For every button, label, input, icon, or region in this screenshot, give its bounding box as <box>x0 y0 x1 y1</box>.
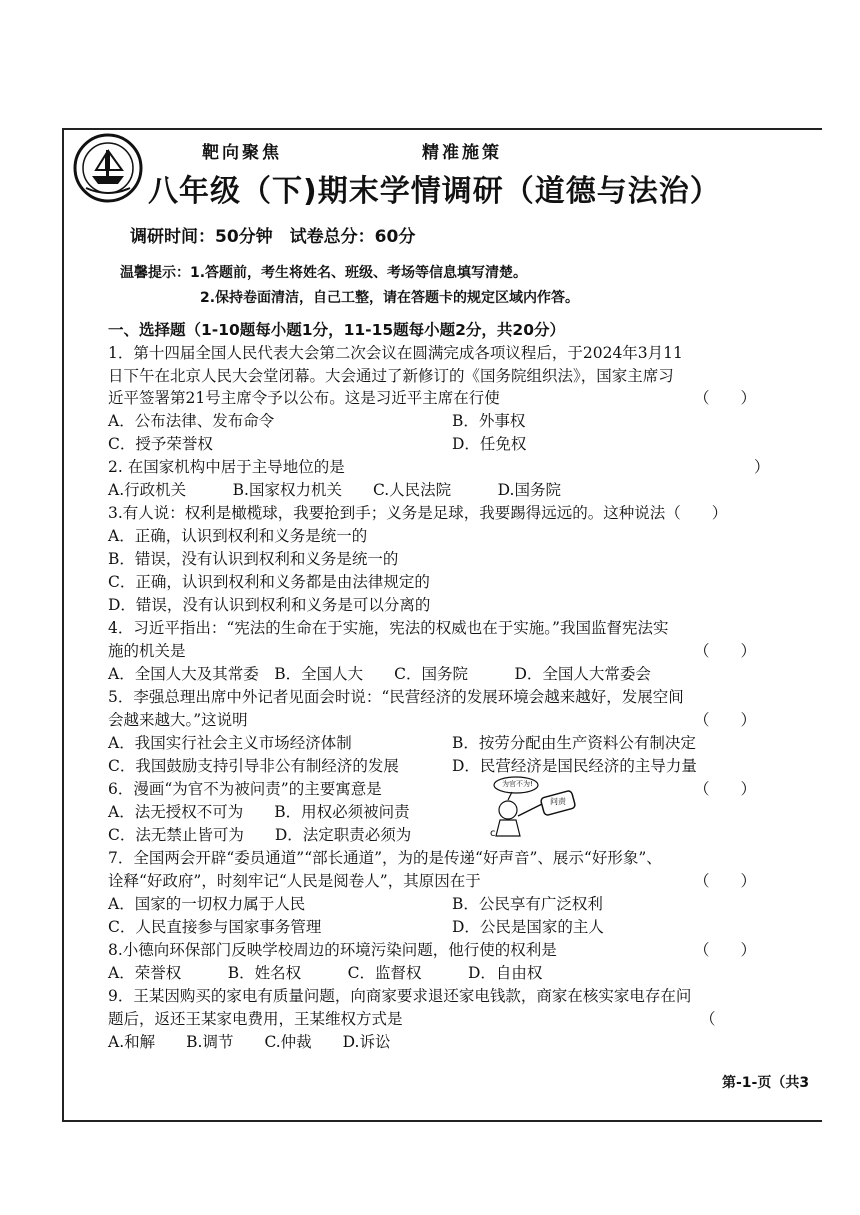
q7-option-d: D．公民是国家的主人 <box>452 918 604 936</box>
q5-option-c: C．我国鼓励支持引导非公有制经济的发展 <box>108 757 399 775</box>
q5-option-a: A．我国实行社会主义市场经济体制 <box>108 734 352 752</box>
q5-line-2: 会越来越大。”这说明 <box>108 711 248 729</box>
q1-line-2: 日下午在北京人民大会堂闭幕。大会通过了新修订的《国务院组织法》，国家主席习 <box>108 367 674 385</box>
q2-options: A.行政机关 B.国家权力机关 C.人民法院 D.国务院 <box>108 481 561 499</box>
q1-option-d: D．任免权 <box>452 435 527 453</box>
q9-line-1: 9．王某因购买的家电有质量问题，向商家要求退还家电钱款，商家在核实家电存在问 <box>108 987 692 1005</box>
q9-answer-paren: （ <box>700 1010 747 1028</box>
q5-answer-paren: （ ） <box>694 711 757 729</box>
q3-option-a: A．正确，认识到权利和义务是统一的 <box>108 527 368 545</box>
cartoon-drawing-icon <box>486 776 586 842</box>
cartoon-bubble-text: 为官不为! <box>502 780 533 788</box>
q2-line-1: 2. 在国家机构中居于主导地位的是 <box>108 458 345 476</box>
q1-option-b: B．外事权 <box>452 412 526 430</box>
exam-info: 调研时间：50分钟 试卷总分：60分 <box>130 227 416 247</box>
q8-options: A．荣誉权 B．姓名权 C．监督权 D．自由权 <box>108 964 543 982</box>
q4-options: A．全国人大及其常委 B．全国人大 C．国务院 D．全国人大常委会 <box>108 665 651 683</box>
q1-answer-paren: （ ） <box>694 389 757 407</box>
q9-options: A.和解 B.调节 C.仲裁 D.诉讼 <box>108 1033 391 1051</box>
q1-option-a: A．公布法律、发布命令 <box>108 412 275 430</box>
q7-option-c: C．人民直接参与国家事务管理 <box>108 918 322 936</box>
q1-option-c: C．授予荣誉权 <box>108 435 213 453</box>
q6-answer-paren: （ ） <box>694 780 757 798</box>
q5-option-b: B．按劳分配由生产资料公有制决定 <box>452 734 696 752</box>
q8-answer-paren: （ ） <box>694 941 757 959</box>
q3-option-c: C．正确，认识到权利和义务都是由法律规定的 <box>108 573 430 591</box>
q1-line-1: 1．第十四届全国人民代表大会第二次会议在圆满完成各项议程后，于2024年3月11 <box>108 344 683 362</box>
q6-line-1: 6．漫画“为官不为被问责”的主要寓意是 <box>108 780 382 798</box>
section-title: 一、选择题（1-10题每小题1分，11-15题每小题2分，共20分） <box>108 321 566 339</box>
q7-answer-paren: （ ） <box>694 872 757 890</box>
q8-line-1: 8.小德向环保部门反映学校周边的环境污染问题，他行使的权利是 <box>108 941 557 959</box>
slogan-right: 精准施策 <box>422 143 502 163</box>
q1-line-3: 近平签署第21号主席令予以公布。这是习近平主席在行使 <box>108 389 500 407</box>
tip-line-2: 2.保持卷面清洁，自己工整，请在答题卡的规定区域内作答。 <box>200 290 580 306</box>
slogan-left: 靶向聚焦 <box>202 143 282 163</box>
q4-line-2: 施的机关是 <box>108 642 186 660</box>
q7-option-b: B．公民享有广泛权利 <box>452 895 603 913</box>
svg-text:c: c <box>490 828 496 839</box>
q7-line-1: 7．全国两会开辟“委员通道”“部长通道”，为的是传递“好声音”、展示“好形象”、 <box>108 849 662 867</box>
q3-option-b: B．错误，没有认识到权利和义务是统一的 <box>108 550 399 568</box>
school-logo-icon <box>72 132 144 204</box>
q9-line-2: 题后，返还王某家电费用，王某维权方式是 <box>108 1010 403 1028</box>
q7-option-a: A．国家的一切权力属于人民 <box>108 895 306 913</box>
q5-option-d: D．民营经济是国民经济的主导力量 <box>452 757 697 775</box>
tip-line-1: 温馨提示：1.答题前，考生将姓名、班级、考场等信息填写清楚。 <box>120 265 528 281</box>
cartoon-hammer-label: 问责 <box>550 797 566 806</box>
q3-option-d: D．错误，没有认识到权利和义务是可以分离的 <box>108 596 431 614</box>
q6-cartoon <box>486 776 586 842</box>
q6-options-cd: C．法无禁止皆可为 D．法定职责必须为 <box>108 826 412 844</box>
q5-line-1: 5．李强总理出席中外记者见面会时说：“民营经济的发展环境会越来越好，发展空间 <box>108 688 684 706</box>
page-number: 第-1-页（共3 <box>722 1075 810 1091</box>
q6-options-ab: A．法无授权不可为 B．用权必须被问责 <box>108 803 410 821</box>
q7-line-2: 诠释“好政府”，时刻牢记“人民是阅卷人”，其原因在于 <box>108 872 481 890</box>
q4-answer-paren: （ ） <box>694 642 757 660</box>
page-title: 八年级（下)期末学情调研（道德与法治） <box>148 174 721 209</box>
q4-line-1: 4．习近平指出：“宪法的生命在于实施，宪法的权威也在于实施。”我国监督宪法实 <box>108 619 669 637</box>
q2-answer-paren: ） <box>754 458 770 476</box>
q3-line-1: 3.有人说：权利是橄榄球，我要抢到手；义务是足球，我要踢得远远的。这种说法（ ） <box>108 504 728 522</box>
